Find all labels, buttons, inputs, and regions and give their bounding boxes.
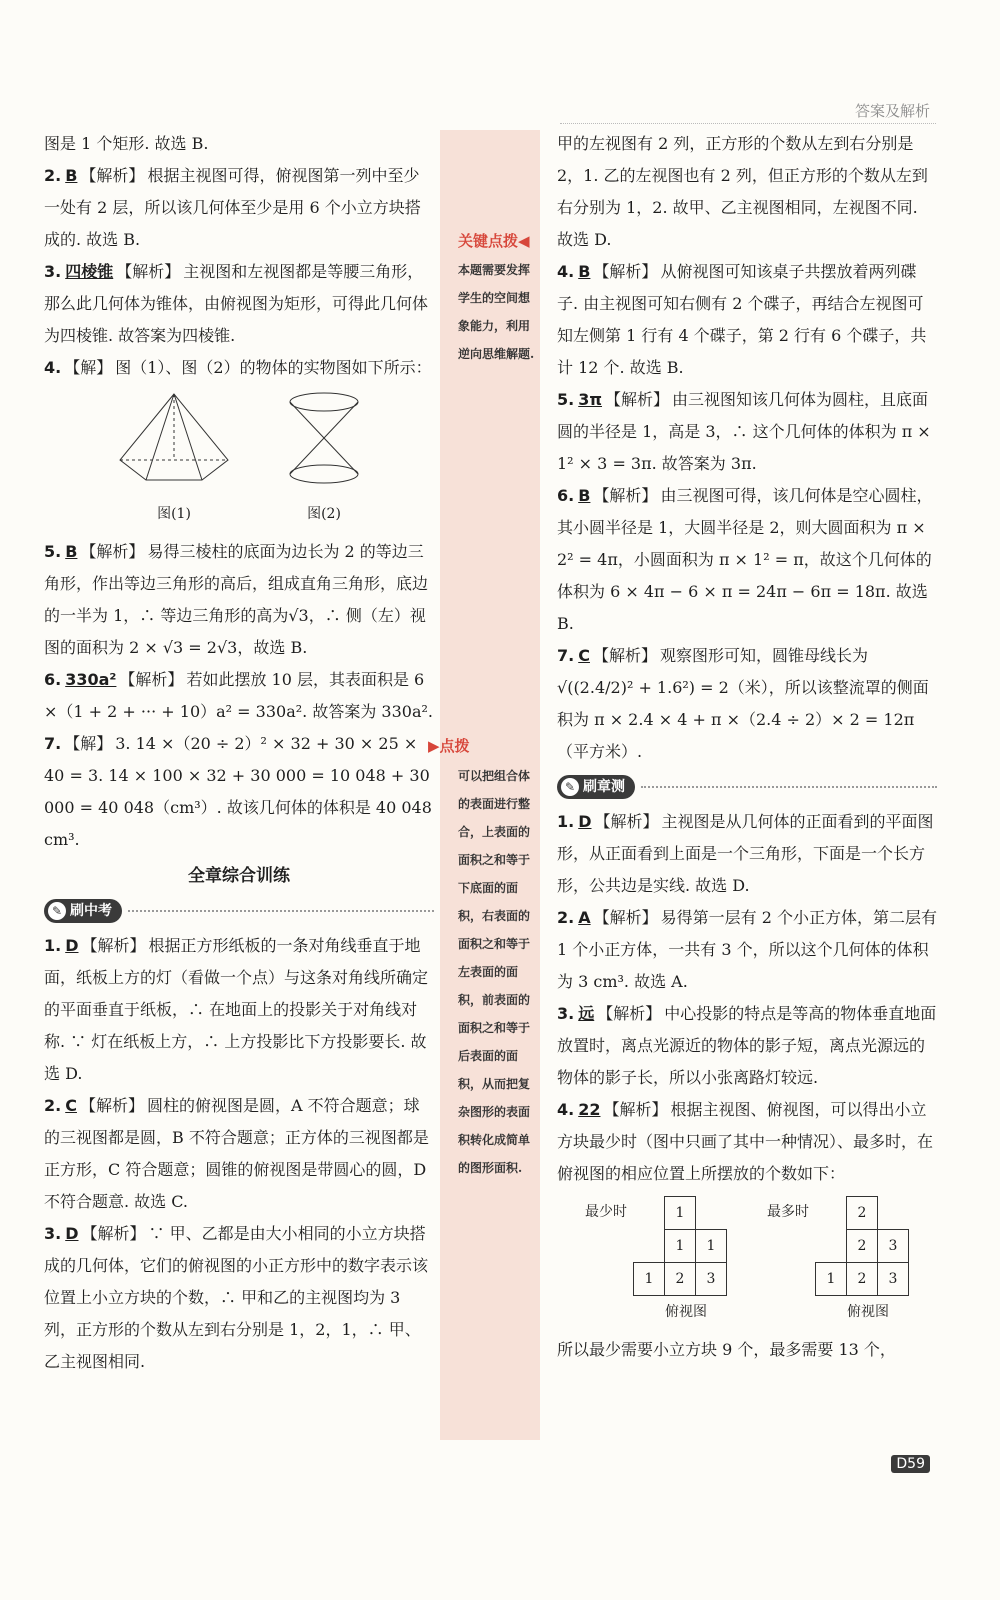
sidebar-label-key-hint: 关键点拨◀	[458, 232, 530, 250]
item-number: 4.	[557, 1100, 575, 1119]
double-cone-drawing	[284, 390, 364, 486]
figure-2-caption: 图(2)	[307, 506, 341, 522]
grid-min-caption: 俯视图	[665, 1304, 707, 1320]
answer: D	[65, 936, 79, 955]
grid-figures	[557, 1196, 937, 1328]
tag: 【解析】	[593, 908, 658, 927]
grid-cell	[634, 1230, 665, 1263]
pencil-icon: ✎	[561, 778, 579, 796]
grid-cell: 2	[847, 1230, 878, 1263]
grid-min-title: 最少时	[585, 1204, 627, 1220]
explanation: 根据主视图、俯视图，可以得出小立方块最少时（图中只画了其中一种情况）、最多时，在俯视图的相应位置上所摆放的个数如下：	[557, 1100, 934, 1183]
item-number: 4.	[44, 358, 62, 377]
pyramid-drawing	[114, 390, 234, 486]
grid-row	[816, 1230, 909, 1263]
answer: 四棱锥	[65, 262, 114, 281]
grid-max-caption: 俯视图	[847, 1304, 889, 1320]
badge-chapter	[557, 775, 635, 799]
explanation: 3. 14 ×（20 ÷ 2）² × 32 + 30 × 25 × 40 = 3. 14 × 100 × 32 + 30 000 = 10 048 + 30 000 = 40 048（cm³）. 故该几何体的体积是 40 048 cm³.	[44, 734, 432, 849]
tag: 【解析】	[605, 390, 670, 409]
continuation-text: 图是 1 个矩形. 故选 B.	[44, 134, 209, 153]
explanation: 若如此摆放 10 层，其表面积是 6 ×（1 + 2 + ··· + 10）a² = 330a². 故答案为 330a².	[44, 670, 433, 721]
test-item-3	[557, 998, 937, 1094]
answer: 远	[578, 1004, 595, 1023]
grid-cell: 1	[696, 1230, 727, 1263]
explanation: 图（1）、图（2）的物体的实物图如下所示：	[115, 358, 432, 377]
item-number: 1.	[44, 936, 62, 955]
right-column	[557, 128, 937, 1366]
grid-cell: 1	[816, 1263, 847, 1296]
explanation: 从俯视图可知该桌子共摆放着两列碟子. 由主视图可知右侧有 2 个碟子，再结合左视图可知左侧第 1 行有 4 个碟子，第 2 行有 6 个碟子，共计 12 个. 故选 B.	[557, 262, 927, 377]
grid-max-table	[815, 1196, 909, 1296]
header-divider	[560, 123, 936, 124]
answer-item-3	[44, 256, 434, 352]
answer-item-2	[44, 160, 434, 256]
test-item-2	[557, 902, 937, 998]
grid-row	[634, 1263, 727, 1296]
explanation: 观察图形可知，圆锥母线长为 √((2.4/2)² + 1.6²) = 2（米），所以该整流罩的侧面积为 π × 2.4 × 4 + π ×（2.4 ÷ 2）× 2 = 12π（平方米）.	[557, 646, 929, 761]
item-number: 4.	[557, 262, 575, 281]
pencil-icon: ✎	[48, 902, 66, 920]
grid-cell	[816, 1230, 847, 1263]
tag: 【解】	[64, 358, 113, 377]
tag: 【解析】	[593, 262, 658, 281]
tag: 【解】	[64, 734, 113, 753]
tag: 【解析】	[603, 1100, 668, 1119]
exam-item-4	[557, 256, 937, 384]
badge-row-exam	[44, 896, 434, 926]
explanation: 圆柱的俯视图是圆，A 不符合题意；球的三视图都是圆，B 不符合题意；正方体的三视图都是正方形，C 符合题意；圆锥的俯视图是带圆心的圆，D 不符合题意. 故选 C.	[44, 1096, 429, 1211]
answer: B	[578, 486, 591, 505]
item-number: 2.	[44, 1096, 62, 1115]
tag: 【解析】	[79, 1096, 144, 1115]
exam-item-5	[557, 384, 937, 480]
exam-item-7	[557, 640, 937, 768]
exam-item-1	[44, 930, 434, 1090]
grid-cell: 3	[878, 1230, 909, 1263]
grid-cell: 3	[696, 1263, 727, 1296]
grid-cell: 2	[847, 1263, 878, 1296]
answer: 330a²	[65, 670, 117, 689]
left-column	[44, 128, 434, 1378]
answer: B	[65, 542, 78, 561]
badge-label: 刷中考	[70, 903, 112, 919]
tag: 【解析】	[597, 1004, 662, 1023]
answer: 22	[578, 1100, 601, 1119]
tag: 【解析】	[119, 670, 184, 689]
answer: 3π	[578, 390, 603, 409]
item-number: 7.	[557, 646, 575, 665]
grid-row	[816, 1263, 909, 1296]
grid-min	[585, 1196, 727, 1328]
explanation: ∵ 甲、乙都是由大小相同的小立方块搭成的几何体，它们的俯视图的小正方形中的数字表示该位置上小立方块的个数，∴ 甲和乙的主视图均为 3 列，正方形的个数从左到右分别是 1，2，1，∴ 甲、乙主视图相同.	[44, 1224, 429, 1371]
grid-cell: 2	[847, 1197, 878, 1230]
item-number: 3.	[44, 262, 62, 281]
grid-cell	[816, 1197, 847, 1230]
grid-max-title: 最多时	[767, 1204, 809, 1220]
header-title: 答案及解析	[854, 102, 930, 120]
grid-cell	[696, 1197, 727, 1230]
figure-1	[114, 390, 234, 530]
explanation: 根据正方形纸板的一条对角线垂直于地面，纸板上方的灯（看做一个点）与这条对角线所确定的平面垂直于纸板，∴ 在地面上的投影关于对角线对称. ∵ 灯在纸板上方，∴ 上方投影比下方投影要长. 故选 D.	[44, 936, 429, 1083]
tag: 【解析】	[81, 936, 146, 955]
page-number: D59	[891, 1455, 930, 1473]
grid-cell	[878, 1197, 909, 1230]
answer-item-5	[44, 536, 434, 664]
grid-row	[634, 1230, 727, 1263]
grid-cell: 2	[665, 1263, 696, 1296]
exam-item-2	[44, 1090, 434, 1218]
badge-row-chapter	[557, 772, 937, 802]
answer-item-7	[44, 728, 434, 856]
final-line: 所以最少需要小立方块 9 个，最多需要 13 个，	[557, 1340, 896, 1359]
item-number: 3.	[557, 1004, 575, 1023]
item-number: 5.	[44, 542, 62, 561]
tag: 【解析】	[80, 166, 145, 185]
grid-min-table	[633, 1196, 727, 1296]
explanation: 易得三棱柱的底面为边长为 2 的等边三角形，作出等边三角形的高后，组成直角三角形，底边的一半为 1，∴ 等边三角形的高为√3，∴ 侧（左）视图的面积为 2 × √3 = 2√3，故选 B.	[44, 542, 429, 657]
test-item-1	[557, 806, 937, 902]
tag: 【解析】	[116, 262, 181, 281]
grid-cell: 3	[878, 1263, 909, 1296]
answer: D	[65, 1224, 79, 1243]
explanation: 主视图是从几何体的正面看到的平面图形，从正面看到上面是一个三角形，下面是一个长方形，公共边是实线. 故选 D.	[557, 812, 934, 895]
tag: 【解析】	[594, 812, 659, 831]
badge-exam	[44, 899, 122, 923]
item-number: 3.	[44, 1224, 62, 1243]
grid-row	[816, 1197, 909, 1230]
item-number: 2.	[44, 166, 62, 185]
figure-1-caption: 图(1)	[157, 506, 191, 522]
tag: 【解析】	[592, 646, 657, 665]
continuation-text: 甲的左视图有 2 列，正方形的个数从左到右分别是 2，1. 乙的左视图也有 2 列，但正方形的个数从左到右分别为 1，2. 故甲、乙主视图相同，左视图不同. 故选 D.	[557, 134, 928, 249]
explanation: 由三视图知该几何体为圆柱，且底面圆的半径是 1，高是 3，∴ 这个几何体的体积为 π × 1² × 3 = 3π. 故答案为 3π.	[557, 390, 931, 473]
sidebar-hint-text-2: 可以把组合体的表面进行整合，上表面的面积之和等于下底面的面积，右表面的面积之和等于左表面的面积，前表面的面积之和等于后表面的面积，从而把复杂图形的表面积转化成简单的图形面积.	[458, 769, 531, 1175]
badge-divider	[128, 910, 434, 912]
item-number: 6.	[557, 486, 575, 505]
badge-label: 刷章测	[583, 779, 625, 795]
item-number: 5.	[557, 390, 575, 409]
explanation: 中心投影的特点是等高的物体垂直地面放置时，离点光源近的物体的影子短，离点光源远的物体的影子长，所以小张离路灯较远.	[557, 1004, 937, 1087]
item-number: 1.	[557, 812, 575, 831]
explanation: 根据主视图可得，俯视图第一列中至少一处有 2 层，所以该几何体至少是用 6 个小立方块搭成的. 故选 B.	[44, 166, 421, 249]
grid-cell	[634, 1197, 665, 1230]
answer: C	[578, 646, 590, 665]
figure-2	[284, 390, 364, 530]
answer: B	[65, 166, 78, 185]
tag: 【解析】	[81, 1224, 146, 1243]
grid-cell: 1	[665, 1197, 696, 1230]
section-title: 全章综合训练	[188, 866, 290, 886]
test-item-4	[557, 1094, 937, 1190]
tag: 【解析】	[80, 542, 145, 561]
grid-cell: 1	[634, 1263, 665, 1296]
item-number: 2.	[557, 908, 575, 927]
grid-cell: 1	[665, 1230, 696, 1263]
answer: B	[578, 262, 591, 281]
solid-figures	[44, 390, 434, 530]
sidebar-label-hint: ▶点拨	[428, 737, 470, 755]
answer-item-6	[44, 664, 434, 728]
badge-divider	[641, 786, 937, 788]
answer-item-4	[44, 352, 434, 384]
explanation: 易得第一层有 2 个小正方体，第二层有 1 个小正方体，一共有 3 个，所以这个几何体的体积为 3 cm³. 故选 A.	[557, 908, 937, 991]
exam-item-6	[557, 480, 937, 640]
item-number: 7.	[44, 734, 62, 753]
grid-max	[767, 1196, 909, 1328]
explanation: 主视图和左视图都是等腰三角形，那么此几何体为锥体，由俯视图为矩形，可得此几何体为四棱锥. 故答案为四棱锥.	[44, 262, 429, 345]
item-number: 6.	[44, 670, 62, 689]
grid-row	[634, 1197, 727, 1230]
answer: A	[578, 908, 591, 927]
sidebar-hint-text-1: 本题需要发挥学生的空间想象能力，利用逆向思维解题.	[458, 263, 535, 361]
answer: D	[578, 812, 592, 831]
explanation: 由三视图可得，该几何体是空心圆柱，其小圆半径是 1，大圆半径是 2，则大圆面积为 π × 2² = 4π，小圆面积为 π × 1² = π，故这个几何体的体积为 6 × 4π − 6 × π = 24π − 6π = 18π. 故选 B.	[557, 486, 933, 633]
answer: C	[65, 1096, 77, 1115]
exam-item-3	[44, 1218, 434, 1378]
tag: 【解析】	[593, 486, 658, 505]
